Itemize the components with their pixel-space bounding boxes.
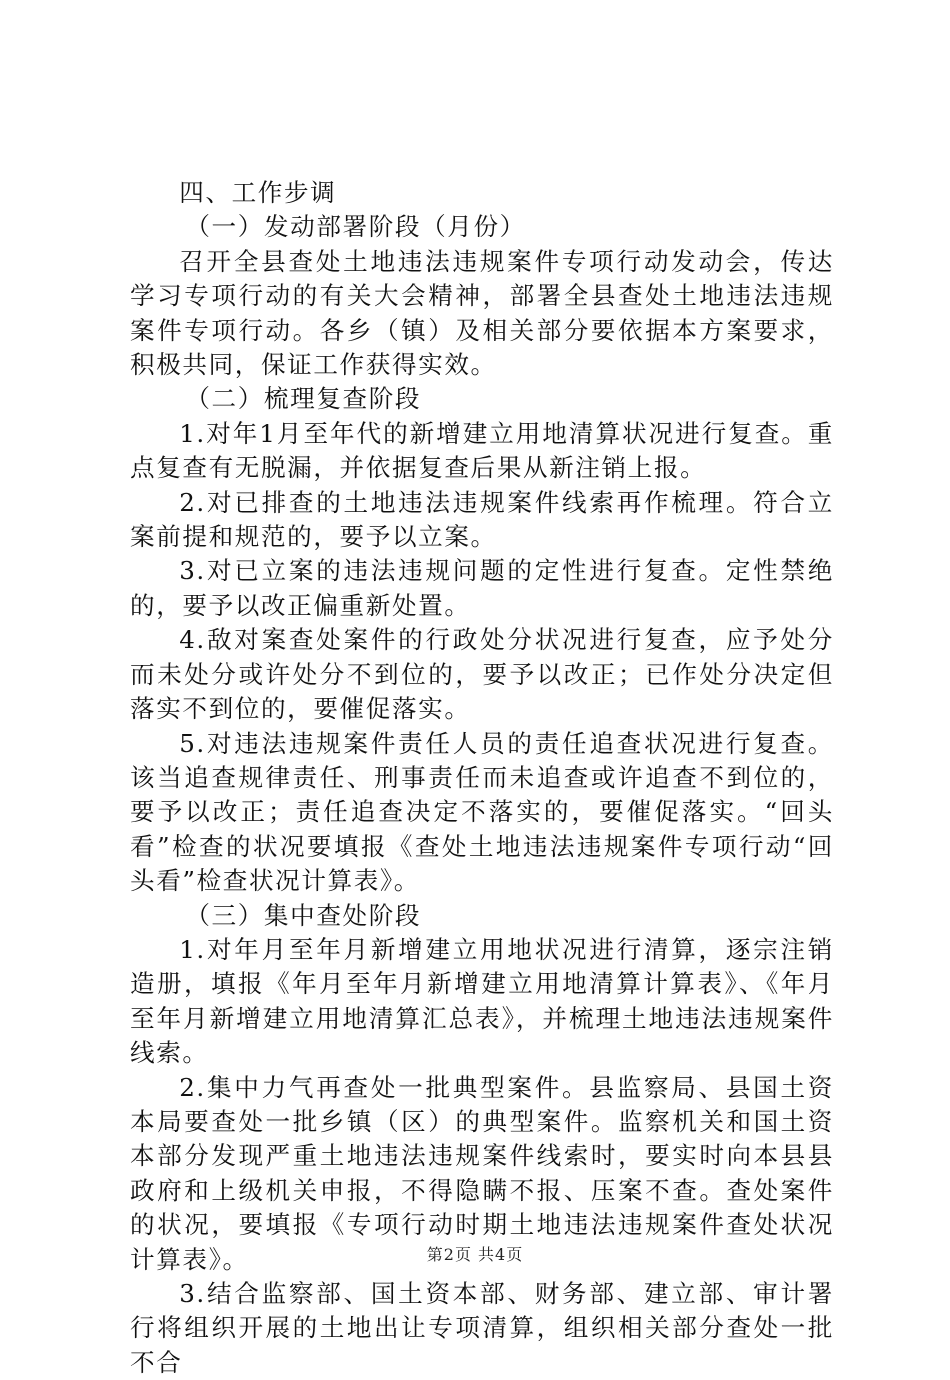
section-heading: 四、工作步调: [179, 178, 337, 207]
body-paragraph: 1.对年月至年月新增建立用地状况进行清算，逐宗注销造册，填报《年月至年月新增建立用地清算计算表》、《年月至年月新增建立用地清算汇总表》，并梳理土地违法违规案件线索。: [130, 934, 834, 1068]
body-paragraph: 4.敌对案查处案件的行政处分状况进行复查，应予处分而未处分或许处分不到位的，要予以改正；已作处分决定但落实不到位的，要催促落实。: [130, 625, 834, 724]
body-paragraph: 5.对违法违规案件责任人员的责任追查状况进行复查。该当追查规律责任、刑事责任而未追查或许追查不到位的，要予以改正；责任追查决定不落实的，要催促落实。“回头看”检查的状况要填报《查处土地违法违规案件专项行动“回头看”检查状况计算表》。: [130, 728, 834, 896]
document-body: [130, 176, 834, 1380]
body-paragraph: 召开全县查处土地违法违规案件专项行动发动会，传达学习专项行动的有关大会精神，部署全县查处土地违法违规案件专项行动。各乡（镇）及相关部分要依据本方案要求，积极共同，保证工作获得实效。: [130, 246, 834, 380]
body-paragraph: 2.对已排查的土地违法违规案件线索再作梳理。符合立案前提和规范的，要予以立案。: [130, 487, 834, 552]
body-paragraph: 2.集中力气再查处一批典型案件。县监察局、县国土资本局要查处一批乡镇（区）的典型案件。监察机关和国土资本部分发现严重土地违法违规案件线索时，要实时向本县县政府和上级机关申报，不得隐瞒不报、压案不查。查处案件的状况，要填报《专项行动时期土地违法违规案件查处状况计算表》。: [130, 1072, 834, 1274]
subsection-heading: （三）集中查处阶段: [185, 900, 422, 930]
page-number-footer: 第2页 共4页: [426, 1245, 524, 1264]
subsection-heading: （二）梳理复查阶段: [185, 384, 422, 414]
body-paragraph: 3.结合监察部、国土资本部、财务部、建立部、审计署行将组织开展的土地出让专项清算，组织相关部分查处一批不合: [130, 1279, 834, 1377]
subsection-heading: （一）发动部署阶段（月份）: [185, 212, 526, 242]
body-paragraph: 1.对年1月至年代的新增建立用地清算状况进行复查。重点复查有无脱漏，并依据复查后果从新注销上报。: [130, 418, 834, 483]
body-paragraph: 3.对已立案的违法违规问题的定性进行复查。定性禁绝的，要予以改正偏重新处置。: [130, 556, 834, 620]
